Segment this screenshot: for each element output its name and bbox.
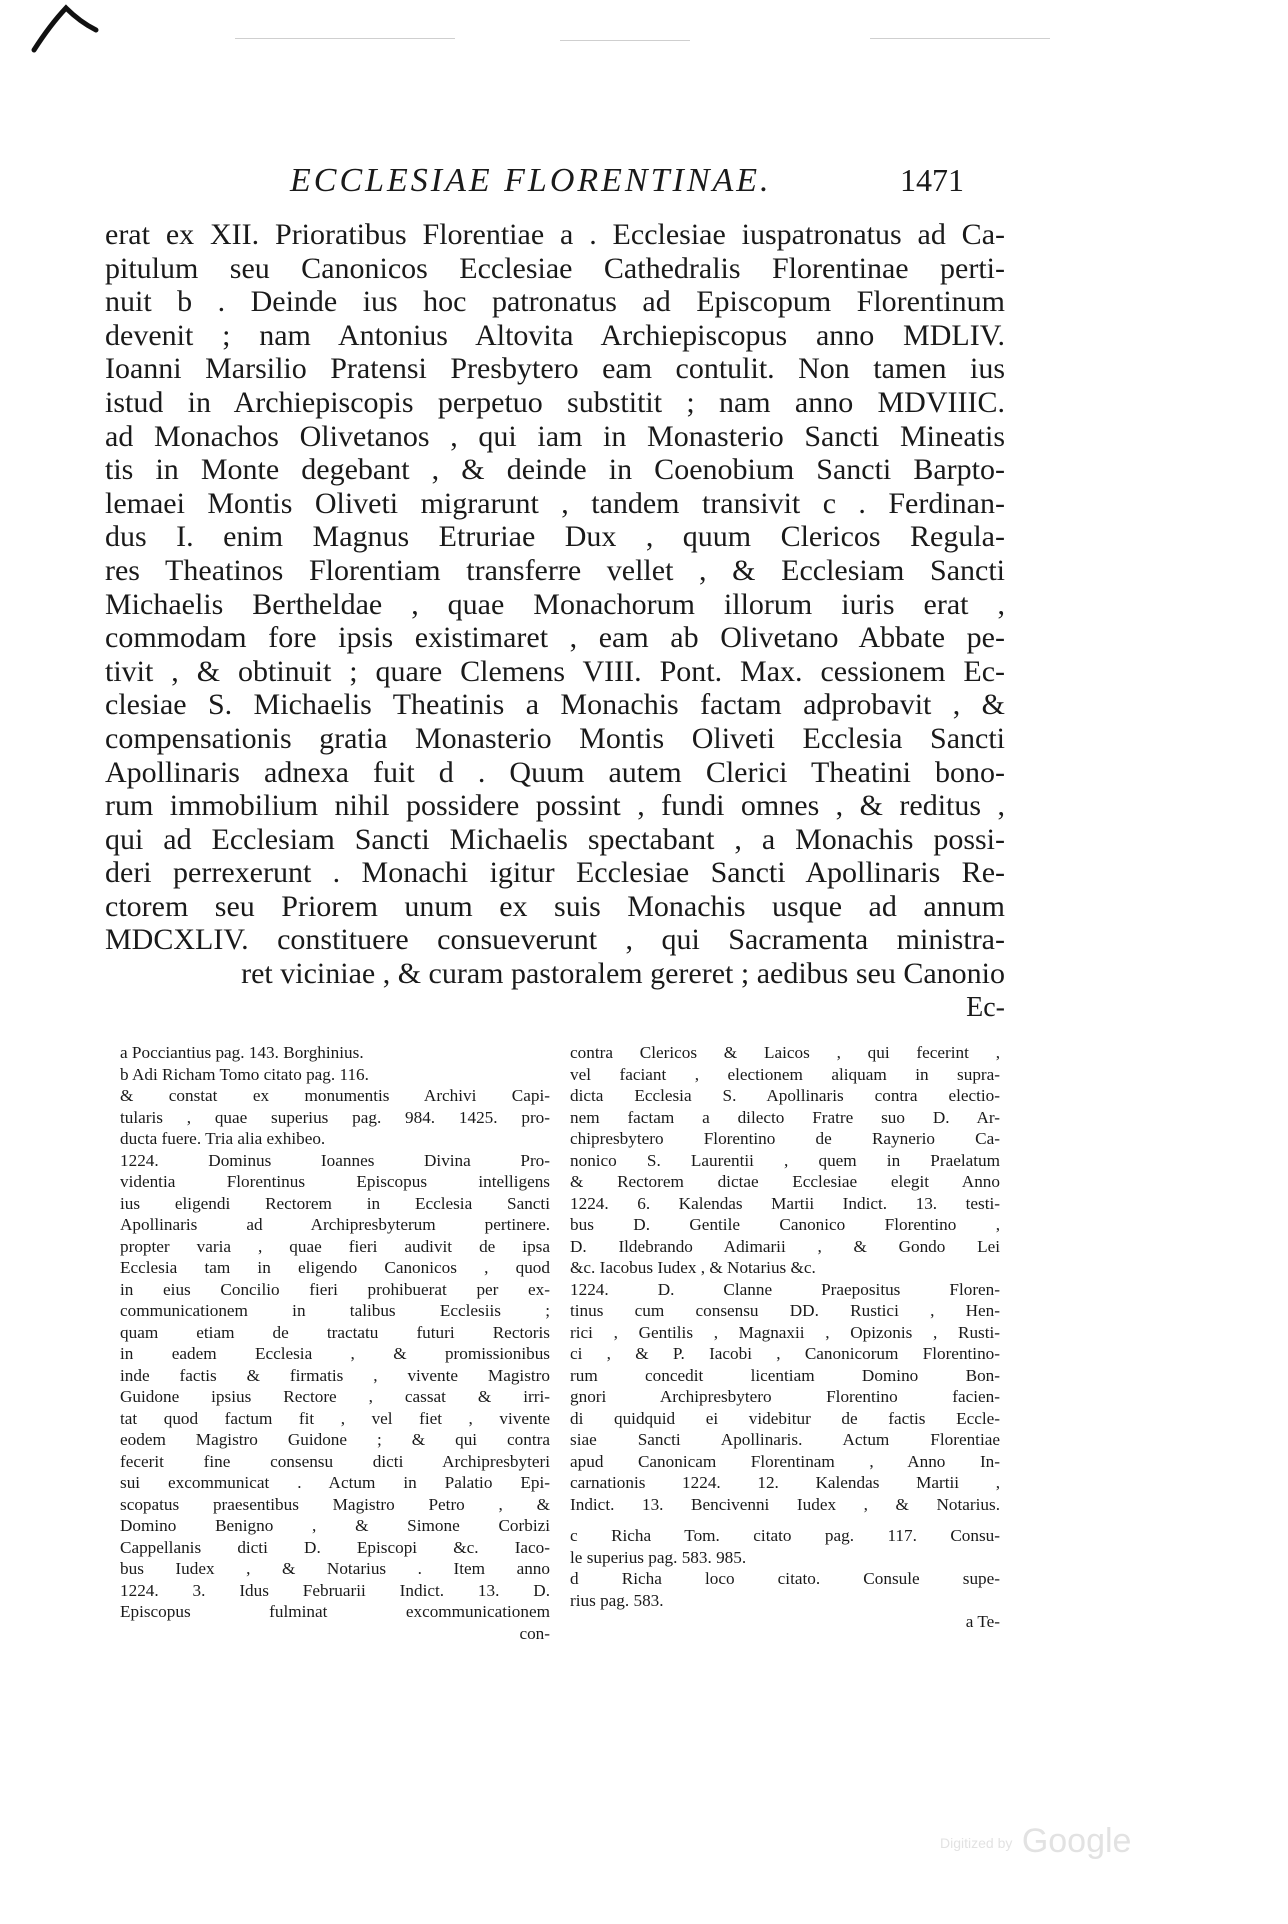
text-line: dus I. enim Magnus Etruriae Dux , quum Clericos Regula- (105, 520, 1005, 554)
footnote-line: inde factis & firmatis , vivente Magistro (120, 1365, 550, 1385)
text-line: ad Monachos Olivetanos , qui iam in Monasterio Sancti Mineatis (105, 419, 1005, 453)
footnote-line: rius pag. 583. (570, 1590, 664, 1610)
text-line: MDCXLIV. constituere consueverunt , qui Sacramenta ministra- (105, 923, 1005, 957)
footnote-line: tat quod factum fit , vel fiet , vivente (120, 1408, 550, 1428)
top-rule-1 (235, 38, 455, 39)
footnote-line: le superius pag. 583. 985. (570, 1547, 747, 1567)
text-line: deri perrexerunt . Monachi igitur Ecclesiae Sancti Apollinaris Re- (105, 856, 1005, 890)
footnote-line: chipresbytero Florentino de Raynerio Ca- (570, 1129, 1000, 1148)
footnote-line: bus Iudex , & Notarius . Item anno (120, 1559, 550, 1578)
text-line: res Theatinos Florentiam transferre vellet , & Ecclesiam Sancti (105, 553, 1005, 587)
text-line: Ioanni Marsilio Pratensi Presbytero eam contulit. Non tamen ius (105, 352, 1005, 386)
footnote-line: ius eligendi Rectorem in Ecclesia Sancti (120, 1193, 550, 1213)
text-line: ret viciniae , & curam pastoralem gereret ; aedibus seu Canonio (241, 957, 1005, 991)
footnote-line: eodem Magistro Guidone ; & qui contra (120, 1430, 550, 1449)
footnote-line: & Rectorem dictae Ecclesiae elegit Anno (570, 1172, 1000, 1191)
footnote-line: Indict. 13. Bencivenni Iudex , & Notarius. (570, 1494, 1000, 1514)
footnote-line: Ecclesia tam in eligendo Canonicos , quod (120, 1258, 550, 1277)
text-line: devenit ; nam Antonius Altovita Archiepiscopus anno MDLIV. (105, 318, 1005, 352)
footnote-line: rici , Gentilis , Magnaxii , Opizonis , Rusti- (570, 1322, 1000, 1342)
text-line: nuit b . Deinde ius hoc patronatus ad Episcopum Florentinum (105, 285, 1005, 319)
text-line: rum immobilium nihil possidere possint , fundi omnes , & reditus , (105, 789, 1005, 823)
footnote-line: a Pocciantius pag. 143. Borghinius. (120, 1043, 364, 1062)
footnote-line: nem factam a dilecto Fratre suo D. Ar- (570, 1107, 1000, 1127)
footnote-line: &c. Iacobus Iudex , & Notarius &c. (570, 1258, 816, 1277)
catchword: Ec- (966, 992, 1005, 1023)
footnote-line: 1224. 3. Idus Februarii Indict. 13. D. (120, 1580, 550, 1600)
footnote-line: tinus cum consensu DD. Rustici , Hen- (570, 1301, 1000, 1320)
text-line: commodam fore ipsis existimaret , eam ab Olivetano Abbate pe- (105, 621, 1005, 655)
footnote-line: 1224. D. Clanne Praepositus Floren- (570, 1279, 1000, 1299)
top-rule-2 (560, 40, 690, 41)
footnote-line: Apollinaris ad Archipresbyterum pertinere. (120, 1215, 550, 1234)
text-line: tis in Monte degebant , & deinde in Coenobium Sancti Barpto- (105, 453, 1005, 487)
text-line: compensationis gratia Monasterio Montis Oliveti Ecclesia Sancti (105, 721, 1005, 755)
footnotes-left-column (120, 1042, 550, 1644)
footnote-line: con- (519, 1623, 550, 1643)
footnote-line: communicationem in talibus Ecclesiis ; (120, 1301, 550, 1320)
text-line: istud in Archiepiscopis perpetuo substitit ; nam anno MDVIIIC. (105, 385, 1005, 419)
footnote-line: in eadem Ecclesia , & promissionibus (120, 1344, 550, 1363)
footnote-line: scopatus praesentibus Magistro Petro , & (120, 1494, 550, 1514)
footnote-line: tularis , quae superius pag. 984. 1425. pro- (120, 1107, 550, 1127)
footnote-line: apud Canonicam Florentinam , Anno In- (570, 1451, 1000, 1471)
digitization-watermark (940, 1822, 1131, 1861)
footnote-line: quam etiam de tractatu futuri Rectoris (120, 1322, 550, 1342)
running-title: ECCLESIAE FLORENTINAE. (290, 162, 772, 199)
text-line: erat ex XII. Prioratibus Florentiae a . Ecclesiae iuspatronatus ad Ca- (105, 218, 1005, 251)
text-line: qui ad Ecclesiam Sancti Michaelis spectabant , a Monachis possi- (105, 822, 1005, 856)
top-rule-3 (870, 38, 1050, 39)
footnote-line: c Richa Tom. citato pag. 117. Consu- (570, 1526, 1000, 1545)
text-line: ctorem seu Priorem unum ex suis Monachis usque ad annum (105, 889, 1005, 923)
footnote-line: a Te- (965, 1612, 1000, 1631)
watermark-name: Google (1021, 1822, 1132, 1860)
footnote-line: Domino Benigno , & Simone Corbizi (120, 1516, 550, 1535)
watermark-prefix: Digitized by (940, 1835, 1013, 1852)
footnote-line: in eius Concilio fieri prohibuerat per ex- (120, 1279, 550, 1299)
footnote-line: sui excommunicat . Actum in Palatio Epi- (120, 1473, 550, 1492)
page-number: 1471 (900, 162, 964, 198)
text-line: Michaelis Bertheldae , quae Monachorum illorum iuris erat , (105, 587, 1005, 621)
footnote-line: d Richa loco citato. Consule supe- (570, 1569, 1000, 1588)
footnote-line: gnori Archipresbytero Florentino facien- (570, 1387, 1000, 1406)
text-line: pitulum seu Canonicos Ecclesiae Cathedralis Florentinae perti- (105, 251, 1005, 285)
footnote-line: Cappellanis dicti D. Episcopi &c. Iaco- (120, 1537, 550, 1557)
pen-stroke-mark (30, 0, 100, 60)
footnote-line: carnationis 1224. 12. Kalendas Martii , (570, 1473, 1000, 1492)
footnote-line: ci , & P. Iacobi , Canonicorum Florentino- (570, 1344, 1000, 1363)
footnote-line: b Adi Richam Tomo citato pag. 116. (120, 1064, 369, 1084)
footnote-line: siae Sancti Apollinaris. Actum Florentiae (570, 1430, 1000, 1449)
footnote-line: videntia Florentinus Episcopus intelligens (120, 1172, 550, 1191)
footnote-line: nonico S. Laurentii , quem in Praelatum (570, 1150, 1000, 1170)
footnotes-right-column (570, 1042, 1000, 1633)
footnote-line: 1224. 6. Kalendas Martii Indict. 13. testi- (570, 1193, 1000, 1213)
footnote-gap (570, 1515, 1000, 1525)
footnote-line: Episcopus fulminat excommunicationem (120, 1602, 550, 1621)
text-line: clesiae S. Michaelis Theatinis a Monachis factam adprobavit , & (105, 688, 1005, 722)
footnote-line: D. Ildebrando Adimarii , & Gondo Lei (570, 1236, 1000, 1256)
footnote-line: contra Clericos & Laicos , qui fecerint , (570, 1043, 1000, 1062)
text-line: tivit , & obtinuit ; quare Clemens VIII. Pont. Max. cessionem Ec- (105, 654, 1005, 688)
footnote-line: bus D. Gentile Canonico Florentino , (570, 1215, 1000, 1234)
footnote-line: Guidone ipsius Rectore , cassat & irri- (120, 1387, 550, 1406)
footnote-line: propter varia , quae fieri audivit de ipsa (120, 1236, 550, 1256)
footnote-line: 1224. Dominus Ioannes Divina Pro- (120, 1150, 550, 1170)
footnote-line: dicta Ecclesia S. Apollinaris contra electio- (570, 1086, 1000, 1105)
footnote-line: rum concedit licentiam Domino Bon- (570, 1365, 1000, 1385)
footnote-line: ducta fuere. Tria alia exhibeo. (120, 1129, 326, 1148)
main-text-block (105, 218, 1005, 991)
footnote-line: di quidquid ei videbitur de factis Eccle- (570, 1408, 1000, 1428)
footnote-line: vel faciant , electionem aliquam in supra- (570, 1064, 1000, 1084)
text-line: Apollinaris adnexa fuit d . Quum autem Clerici Theatini bono- (105, 755, 1005, 789)
text-line: lemaei Montis Oliveti migrarunt , tandem transivit c . Ferdinan- (105, 486, 1005, 520)
footnote-line: fecerit fine consensu dicti Archipresbyteri (120, 1451, 550, 1471)
footnote-line: & constat ex monumentis Archivi Capi- (120, 1086, 550, 1105)
